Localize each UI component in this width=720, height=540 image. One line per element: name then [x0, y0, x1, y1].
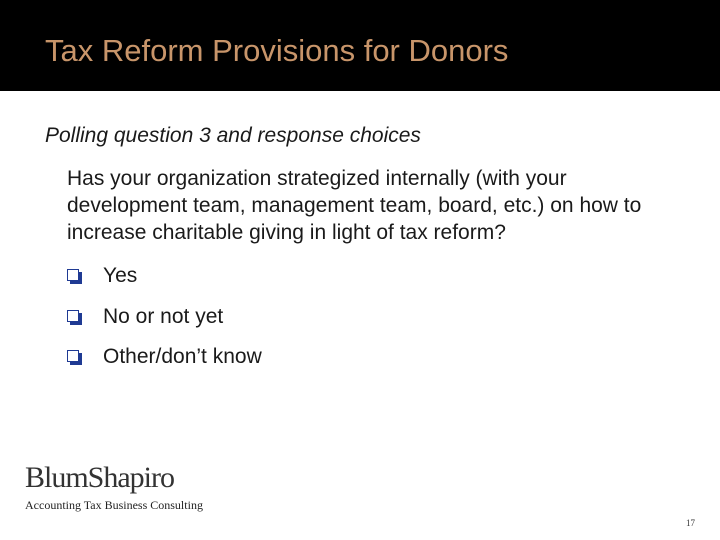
choice-label: No or not yet: [103, 305, 224, 328]
choice-other-dont-know[interactable]: [67, 343, 262, 371]
choice-no-or-not-yet[interactable]: [67, 303, 223, 331]
checkbox-icon[interactable]: [67, 350, 81, 364]
choice-yes[interactable]: [67, 262, 137, 290]
logo-tagline: Accounting Tax Business Consulting: [25, 498, 203, 512]
choice-label: Other/don’t know: [103, 345, 262, 368]
polling-question: Has your organization strategized internally (with your development team, management team, board, etc.) on how to increase charitable giving in light of tax reform?: [67, 167, 642, 244]
slide-title: Tax Reform Provisions for Donors: [45, 33, 509, 68]
title-bar: [0, 0, 720, 91]
slide-subtitle: Polling question 3 and response choices: [45, 124, 421, 147]
page-number: 17: [686, 518, 695, 528]
company-logo: [25, 462, 203, 513]
checkbox-icon[interactable]: [67, 269, 81, 283]
choice-label: Yes: [103, 264, 138, 287]
checkbox-icon[interactable]: [67, 310, 81, 324]
logo-wordmark: BlumShapiro: [25, 461, 175, 494]
